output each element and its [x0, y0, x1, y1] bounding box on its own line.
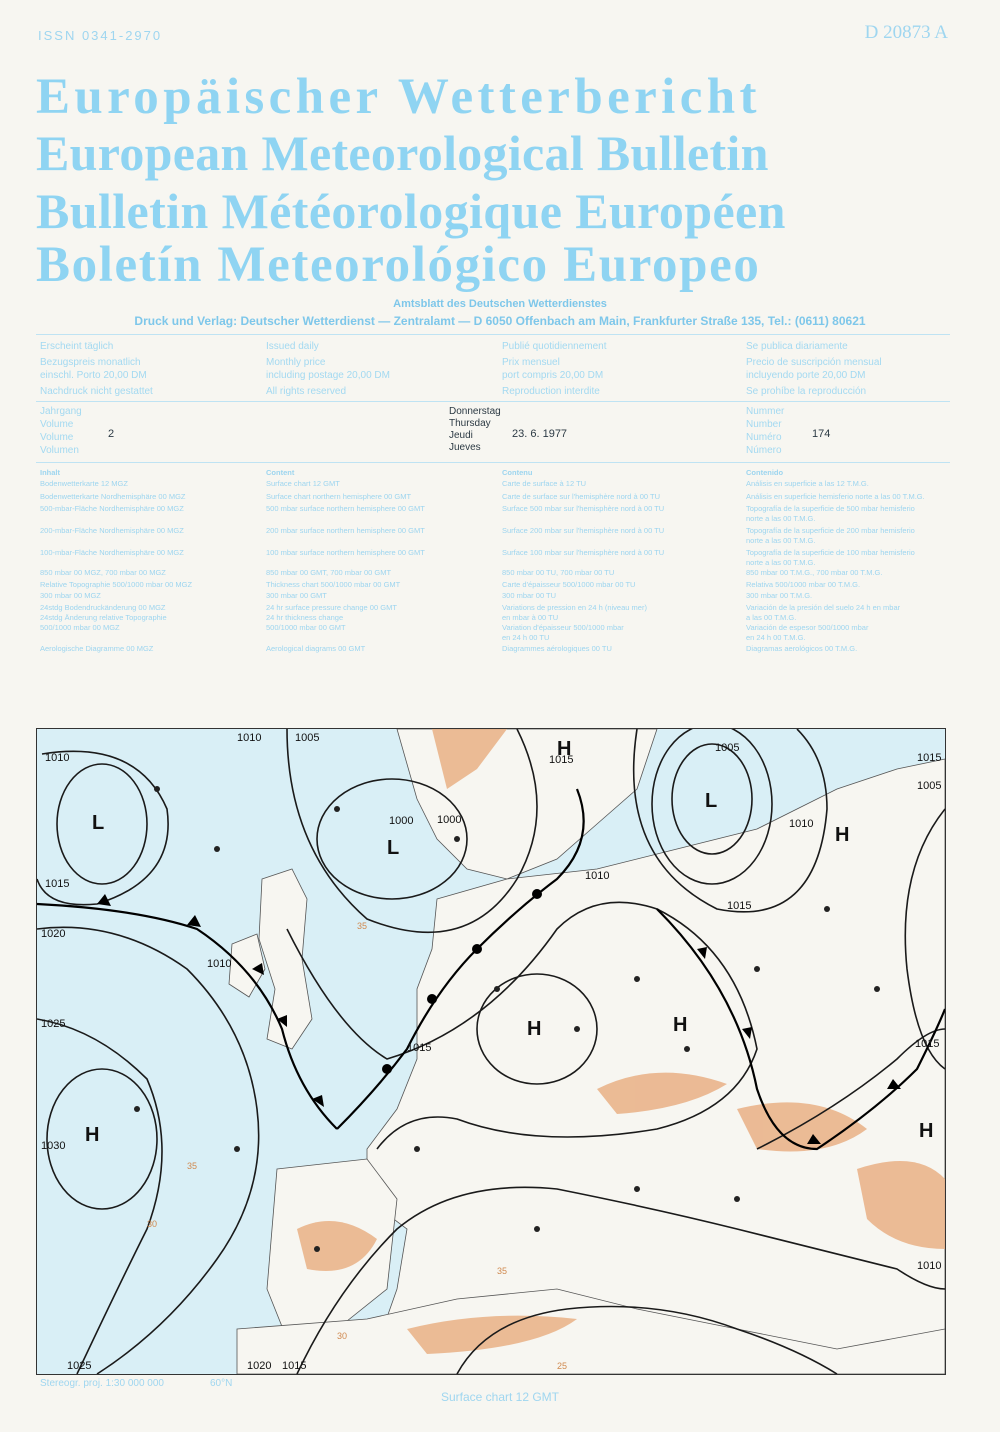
isobar-1025-atlantic — [37, 1019, 162, 1374]
contents-item: 24stdg Änderung relative Topographie — [40, 613, 167, 622]
volume-label: Jahrgang — [40, 406, 82, 417]
isobar-label: 1005 — [715, 742, 740, 754]
number-label: Nummer — [746, 406, 785, 417]
contents-item: Surface 500 mbar sur l'hemisphère nord à 00 TU — [502, 504, 665, 513]
contents-item: Análisis en superficie a las 12 T.M.G. — [746, 479, 869, 488]
contents-heading: Inhalt — [40, 468, 60, 477]
issue-number: 174 — [812, 428, 831, 440]
isobar-label: 1015 — [917, 752, 942, 764]
isobar-label: 1010 — [917, 1260, 942, 1272]
contents-item: 850 mbar 00 T.M.G., 700 mbar 00 T.M.G. — [746, 568, 883, 577]
divider — [36, 334, 950, 335]
contents-item: 300 mbar 00 TU — [502, 591, 557, 600]
info-line: Reproduction interdite — [502, 386, 600, 397]
info-line: Se prohíbe la reproducción — [746, 386, 867, 397]
station-plot — [754, 966, 760, 972]
high-centre: H — [919, 1120, 934, 1142]
info-line: Bezugspreis monatlich — [40, 357, 141, 368]
title-german: Europäischer Wetterbericht — [36, 69, 761, 125]
info-english — [266, 340, 486, 398]
high-centre: H — [527, 1018, 542, 1040]
high-centre: H — [85, 1124, 100, 1146]
contents-item: a las 00 T.M.G. — [746, 613, 797, 622]
isobar-label: 1000 — [389, 815, 414, 827]
isobar-high-atlantic — [47, 1069, 157, 1209]
front-semicircle — [532, 889, 542, 899]
station-plot — [154, 786, 160, 792]
high-centre: H — [673, 1014, 688, 1036]
contents-item: Diagramas aerológicos 00 T.M.G. — [746, 644, 858, 653]
contents-item: Surface chart northern hemisphere 00 GMT — [266, 492, 412, 501]
contents-item: en 24 h 00 T.M.G. — [746, 633, 806, 642]
contents-item: Variación de la presión del suelo 24 h en mbar — [746, 603, 901, 612]
contents-item: 200-mbar-Fläche Nordhemisphäre 00 MGZ — [40, 526, 184, 535]
contents-item: 24 hr surface pressure change 00 GMT — [266, 603, 397, 612]
isobar-label: 1020 — [41, 928, 66, 940]
contents-item: norte a las 00 T.M.G. — [746, 558, 816, 567]
info-line: Publié quotidiennement — [502, 341, 607, 352]
info-spanish — [746, 340, 966, 398]
latitude-label: 30 — [147, 1219, 158, 1229]
contents-item: 850 mbar 00 TU, 700 mbar 00 TU — [502, 568, 615, 577]
contents-item: Surface 200 mbar sur l'hemisphère nord à 00 TU — [502, 526, 665, 535]
contents-item: 500/1000 mbar 00 MGZ — [40, 623, 120, 632]
contents-item: norte a las 00 T.M.G. — [746, 536, 816, 545]
projection-note: Stereogr. proj. 1:30 000 000 — [40, 1378, 164, 1389]
isobar-label: 1005 — [917, 780, 942, 792]
weather-map-svg — [37, 729, 945, 1374]
info-line: Monthly price — [266, 357, 326, 368]
front-semicircle — [472, 944, 482, 954]
contents-item: Aerologische Diagramme 00 MGZ — [40, 644, 154, 653]
contents-heading: Contenu — [502, 468, 533, 477]
contents-item: Bodenwetterkarte 12 MGZ — [40, 479, 128, 488]
contents-item: 500 mbar surface northern hemisphere 00 GMT — [266, 504, 425, 513]
contents-item: norte a las 00 T.M.G. — [746, 514, 816, 523]
station-plot — [214, 846, 220, 852]
station-plot — [874, 986, 880, 992]
isobar-label: 1015 — [407, 1042, 432, 1054]
isobar-label: 1010 — [585, 870, 610, 882]
latitude-label: 25 — [557, 1361, 568, 1371]
volume-label: Volume — [40, 419, 74, 430]
info-line: Prix mensuel — [502, 357, 560, 368]
isobar-label: 1015 — [45, 878, 70, 890]
issn-number: ISSN 0341-2970 — [38, 28, 163, 43]
contents-item: Carte d'épaisseur 500/1000 mbar 00 TU — [502, 580, 636, 589]
contents-item: en 24 h 00 TU — [502, 633, 550, 642]
low-centre: L — [705, 790, 718, 812]
map-caption: Surface chart 12 GMT — [440, 1390, 560, 1404]
contents-item: 850 mbar 00 GMT, 700 mbar 00 GMT — [266, 568, 392, 577]
issue-date: 23. 6. 1977 — [512, 428, 568, 440]
volume-label: Volume — [40, 432, 74, 443]
front-triangle — [187, 915, 201, 927]
contents-item: Bodenwetterkarte Nordhemisphäre 00 MGZ — [40, 492, 186, 501]
info-line: All rights reserved — [266, 386, 347, 397]
contents-item: 24 hr thickness change — [266, 613, 344, 622]
contents-item: 100 mbar surface northern hemisphere 00 GMT — [266, 548, 425, 557]
info-line: Se publica diariamente — [746, 341, 848, 352]
station-plot — [314, 1246, 320, 1252]
contents-item: Variations de pression en 24 h (niveau mer) — [502, 603, 647, 612]
station-plot — [494, 986, 500, 992]
volume-value: 2 — [108, 428, 115, 440]
info-line: port compris 20,00 DM — [502, 370, 604, 381]
info-line: including postage 20,00 DM — [266, 370, 390, 381]
contents-item: Thickness chart 500/1000 mbar 00 GMT — [266, 580, 401, 589]
weekday-label: Jueves — [449, 442, 481, 453]
number-label: Number — [746, 419, 782, 430]
weekday-label: Thursday — [449, 418, 491, 429]
info-line: Issued daily — [266, 341, 319, 352]
isobar-label: 1030 — [41, 1140, 66, 1152]
station-plot — [634, 1186, 640, 1192]
title-english: European Meteorological Bulletin — [36, 125, 769, 181]
high-centre: H — [835, 824, 850, 846]
surface-weather-map — [36, 728, 946, 1375]
contents-heading: Contenido — [746, 468, 784, 477]
contents-item: Aerological diagrams 00 GMT — [266, 644, 366, 653]
station-plot — [824, 906, 830, 912]
weekday-label: Jeudi — [449, 430, 473, 441]
contents-item: Topografía de la superficie de 100 mbar hemisferio — [746, 548, 915, 557]
contents-item: Diagrammes aérologiques 00 TU — [502, 644, 612, 653]
contents-item: Variación de espesor 500/1000 mbar — [746, 623, 869, 632]
contents-item: Relativa 500/1000 mbar 00 T.M.G. — [746, 580, 861, 589]
station-plot — [234, 1146, 240, 1152]
isobar-label: 1010 — [207, 958, 232, 970]
contents-item: Topografía de la superficie de 500 mbar hemisferio — [746, 504, 915, 513]
info-german — [40, 340, 260, 398]
contents-item: Topografía de la superficie de 200 mbar hemisferio — [746, 526, 915, 535]
isobar-label: 1025 — [41, 1018, 66, 1030]
isobar-label: 1015 — [727, 900, 752, 912]
contents-item: 24stdg Bodendruckänderung 00 MGZ — [40, 603, 166, 612]
contents-item: 300 mbar 00 MGZ — [40, 591, 101, 600]
info-line: einschl. Porto 20,00 DM — [40, 370, 147, 381]
contents-item: 850 mbar 00 MGZ, 700 mbar 00 MGZ — [40, 568, 166, 577]
contents-heading: Content — [266, 468, 295, 477]
divider — [36, 401, 950, 402]
info-line: Erscheint täglich — [40, 341, 114, 352]
isobar-label: 1010 — [237, 732, 262, 744]
isobar-label: 1010 — [789, 818, 814, 830]
isobar-1020-atlantic — [37, 927, 259, 1374]
isobar-label: 1025 — [67, 1360, 92, 1372]
contents-item: 100-mbar-Fläche Nordhemisphäre 00 MGZ — [40, 548, 184, 557]
volume-label: Volumen — [40, 445, 79, 456]
high-centre: H — [557, 738, 572, 760]
info-french — [502, 340, 722, 398]
latitude-label: 35 — [357, 921, 368, 931]
front-semicircle — [382, 1064, 392, 1074]
contents-item: 200 mbar surface northern hemisphere 00 GMT — [266, 526, 425, 535]
low-centre: L — [92, 812, 105, 834]
station-plot — [634, 976, 640, 982]
document-number: D 20873 A — [864, 22, 948, 43]
contents-item: Carte de surface à 12 TU — [502, 479, 587, 488]
contents-item: Carte de surface sur l'hemisphère nord à 00 TU — [502, 492, 661, 501]
station-plot — [414, 1146, 420, 1152]
latitude-label: 30 — [337, 1331, 348, 1341]
contents-item: 500/1000 mbar 00 GMT — [266, 623, 346, 632]
divider — [36, 462, 950, 463]
weekday-label: Donnerstag — [449, 406, 501, 417]
info-line: incluyendo porte 20,00 DM — [746, 370, 866, 381]
isobar-label: 1015 — [549, 754, 574, 766]
contents-item: Variation d'épaisseur 500/1000 mbar — [502, 623, 624, 632]
info-line: Precio de suscripción mensual — [746, 357, 882, 368]
contents-item: Surface 100 mbar sur l'hemisphère nord à 00 TU — [502, 548, 665, 557]
isobar-label: 1010 — [45, 752, 70, 764]
contents-item: Surface chart 12 GMT — [266, 479, 340, 488]
isobar-label: 1000 — [437, 814, 462, 826]
weekday-labels — [449, 406, 501, 454]
isobar-label: 1005 — [295, 732, 320, 744]
station-plot — [534, 1226, 540, 1232]
number-labels — [746, 405, 784, 457]
isobar-label: 1015 — [282, 1360, 307, 1372]
volume-labels — [40, 405, 82, 457]
latitude-label: 35 — [497, 1266, 508, 1276]
contents-item: Análisis en superficie hemisferio norte a las 00 T.M.G. — [746, 492, 925, 501]
isobar-label: 1015 — [915, 1038, 940, 1050]
title-spanish: Boletín Meteorológico Europeo — [36, 237, 761, 293]
station-plot — [134, 1106, 140, 1112]
title-french: Bulletin Météorologique Européen — [36, 183, 786, 239]
station-plot — [734, 1196, 740, 1202]
contents-item: Relative Topographie 500/1000 mbar 00 MGZ — [40, 580, 193, 589]
low-centre: L — [387, 837, 400, 859]
isobar-label: 1020 — [247, 1360, 272, 1372]
station-plot — [334, 806, 340, 812]
latitude-note: 60°N — [210, 1378, 233, 1389]
contents-item: 500-mbar-Fläche Nordhemisphäre 00 MGZ — [40, 504, 184, 513]
station-plot — [574, 1026, 580, 1032]
official-gazette-line: Amtsblatt des Deutschen Wetterdienstes — [393, 298, 607, 310]
publisher-line: Druck und Verlag: Deutscher Wetterdienst — Zentralamt — D 6050 Offenbach am Main, Frankfurter Straße 135, Tel.: (0611) 80621 — [134, 314, 866, 328]
latitude-label: 35 — [187, 1161, 198, 1171]
number-label: Numéro — [746, 432, 782, 443]
contents-item: en mbar à 00 TU — [502, 613, 559, 622]
contents-item: 300 mbar 00 T.M.G. — [746, 591, 813, 600]
contents-item: 300 mbar 00 GMT — [266, 591, 327, 600]
station-plot — [684, 1046, 690, 1052]
info-line: Nachdruck nicht gestattet — [40, 386, 153, 397]
front-semicircle — [427, 994, 437, 1004]
station-plot — [454, 836, 460, 842]
number-label: Número — [746, 445, 782, 456]
